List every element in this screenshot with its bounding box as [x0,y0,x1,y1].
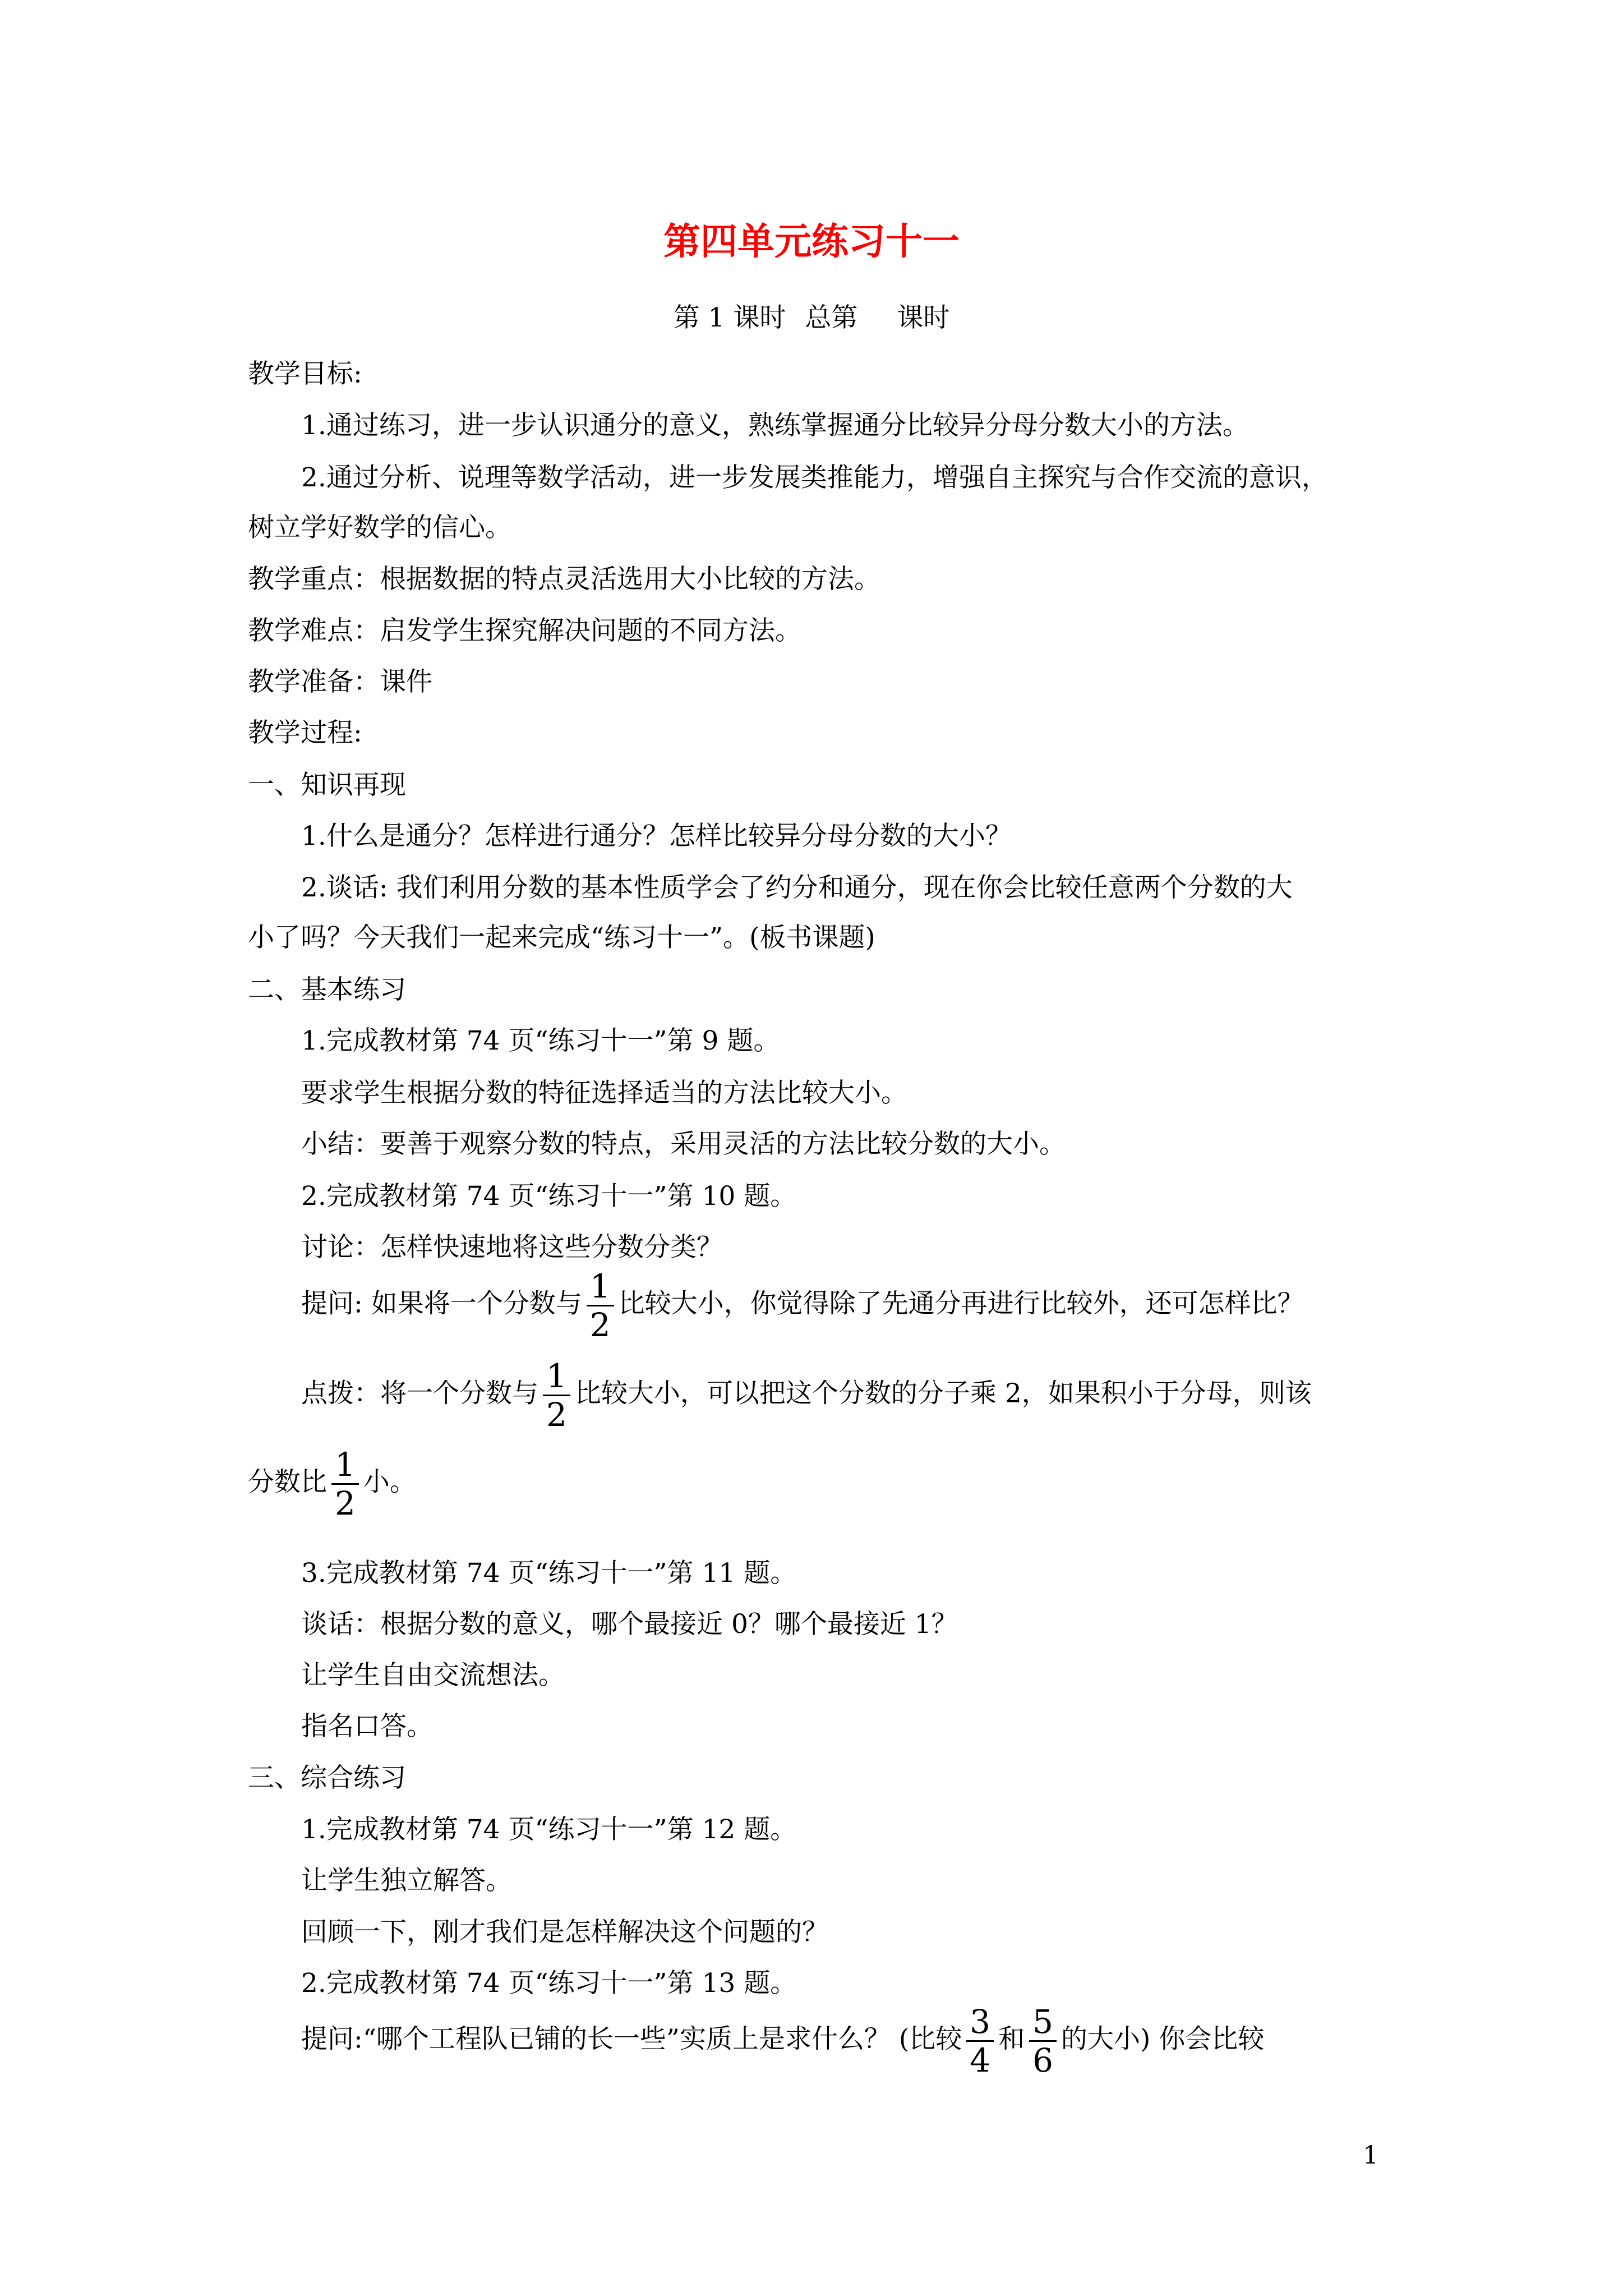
text: 小。 [363,1466,416,1498]
hint-line [301,1359,1312,1432]
paragraph: 让学生自由交流想法。 [301,1660,565,1691]
text: 和 [998,2023,1025,2055]
list-item-cont: 小了吗？今天我们一起来完成“练习十一”。(板书课题) [248,922,875,953]
period-label: 课时 [897,302,950,333]
section-heading-1: 一、知识再现 [248,770,406,800]
text: 提问:“哪个工程队已铺的长一些”实质上是求什么？ (比较 [301,2023,962,2055]
text: 提问: 如果将一个分数与 [301,1288,582,1319]
paragraph: 让学生独立解答。 [301,1865,512,1896]
hint-line-cont [248,1447,416,1521]
list-item: 1.完成教材第 74 页“练习十一”第 9 题。 [301,1025,780,1056]
objective-2-cont: 树立学好数学的信心。 [248,512,511,543]
list-item: 2.完成教材第 74 页“练习十一”第 13 题。 [301,1968,797,1999]
page-title: 第四单元练习十一 [663,219,960,263]
question-line [301,2004,1264,2078]
process-heading: 教学过程: [248,717,362,748]
question-line [301,1269,1304,1342]
lesson-period [0,301,1623,335]
text: 分数比 [248,1466,327,1498]
paragraph: 谈话：根据分数的意义，哪个最接近 0？哪个最接近 1？ [301,1609,958,1640]
section-heading-3: 三、综合练习 [248,1763,406,1793]
fraction-five-sixths: $\frac{5}{6}$ [1029,2004,1057,2078]
fraction-one-half: $\frac{1}{2}$ [331,1447,359,1521]
list-item: 3.完成教材第 74 页“练习十一”第 11 题。 [301,1558,797,1589]
list-item: 1.完成教材第 74 页“练习十一”第 12 题。 [301,1814,797,1845]
difficult-point: 教学难点：启发学生探究解决问题的不同方法。 [248,615,801,646]
text: 点拨：将一个分数与 [301,1378,538,1409]
paragraph: 要求学生根据分数的特征选择适当的方法比较大小。 [301,1078,907,1108]
paragraph: 指名口答。 [301,1711,433,1742]
paragraph: 小结：要善于观察分数的特点，采用灵活的方法比较分数的大小。 [301,1129,1066,1159]
total-period-label: 总第 [805,302,858,333]
page-number: 1 [1363,2141,1378,2170]
fraction-one-half: $\frac{1}{2}$ [587,1269,614,1342]
period-number: 第 1 课时 [673,302,786,333]
key-point: 教学重点：根据数据的特点灵活选用大小比较的方法。 [248,564,880,595]
preparation: 教学准备：课件 [248,666,432,697]
text: 比较大小，你觉得除了先通分再进行比较外，还可怎样比？ [618,1288,1304,1319]
objective-2: 2.通过分析、说理等数学活动，进一步发展类推能力，增强自主探究与合作交流的意识， [301,462,1328,493]
text: 的大小) 你会比较 [1061,2023,1265,2055]
list-item: 1.什么是通分？怎样进行通分？怎样比较异分母分数的大小？ [301,821,1012,852]
paragraph: 讨论：怎样快速地将这些分数分类？ [301,1232,723,1263]
list-item: 2.谈话: 我们利用分数的基本性质学会了约分和通分，现在你会比较任意两个分数的大 [301,872,1293,903]
list-item: 2.完成教材第 74 页“练习十一”第 10 题。 [301,1181,797,1212]
fraction-three-quarters: $\frac{3}{4}$ [966,2004,994,2078]
objective-1: 1.通过练习，进一步认识通分的意义，熟练掌握通分比较异分母分数大小的方法。 [301,410,1249,441]
text: 比较大小，可以把这个分数的分子乘 2，如果积小于分母，则该 [574,1378,1312,1409]
fraction-one-half: $\frac{1}{2}$ [543,1359,570,1432]
objectives-heading: 教学目标: [248,358,362,389]
paragraph: 回顾一下，刚才我们是怎样解决这个问题的？ [301,1917,828,1948]
section-heading-2: 二、基本练习 [248,974,406,1005]
